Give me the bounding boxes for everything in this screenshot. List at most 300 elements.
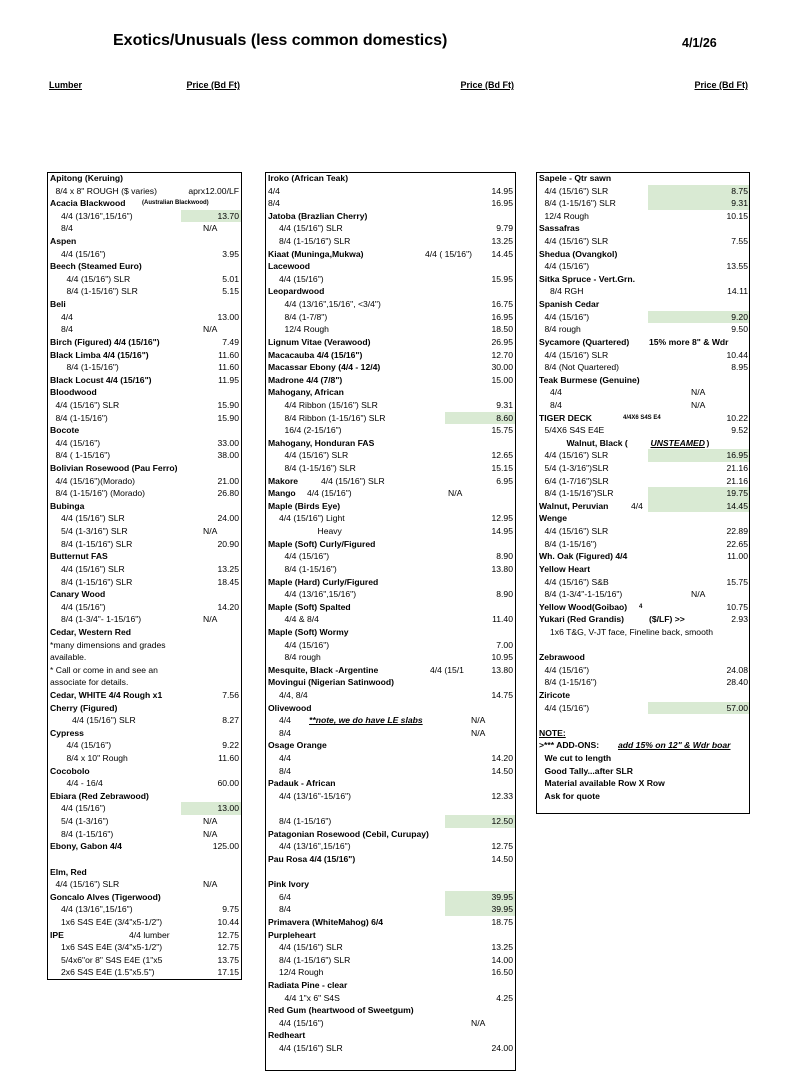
price-row <box>47 613 242 626</box>
item-label: 4/4 (15/16") Light <box>279 513 345 524</box>
item-label: 8/4 (1-15/16")SLR <box>544 488 614 499</box>
item-label: 12/4 Rough <box>544 210 589 221</box>
header-lumber-label: Lumber <box>49 80 83 90</box>
price-value: 21.16 <box>726 463 748 474</box>
price-value: 16.95 <box>491 198 513 209</box>
price-row <box>265 399 516 412</box>
price-value: 9.31 <box>731 198 748 209</box>
price-value: 8.90 <box>496 589 513 600</box>
price-row <box>536 475 750 488</box>
item-label: Redheart <box>268 1030 306 1041</box>
species-row <box>536 222 750 235</box>
price-row <box>265 866 516 879</box>
item-label: 4/4 (15/16") SLR <box>544 236 609 247</box>
item-label: Good Tally...after SLR <box>544 765 633 776</box>
price-value: 12.75 <box>491 841 513 852</box>
species-row <box>47 727 242 740</box>
item-label: 8/4 rough <box>544 324 581 335</box>
price-row <box>265 727 516 740</box>
item-label: Canary Wood <box>50 589 106 600</box>
price-value: 13.70 <box>217 210 239 221</box>
item-label: 4/4 (15/16") SLR <box>61 563 125 574</box>
species-row <box>47 386 242 399</box>
price-value: 14.20 <box>217 601 239 612</box>
price-row <box>536 235 750 248</box>
item-label: Primavera (WhiteMahog) 6/4 <box>268 916 384 927</box>
item-label: 1x6 S4S E4E (3/4"x5-1/2") <box>61 916 163 927</box>
item-detail: 4/4 (15/1 <box>430 664 464 675</box>
price-row <box>47 361 242 374</box>
price-row <box>265 449 516 462</box>
price-value: 8.90 <box>496 551 513 562</box>
item-label: 8/4 <box>279 904 291 915</box>
price-value: N/A <box>203 828 218 839</box>
item-label: Elm, Red <box>50 866 87 877</box>
header-price-label: Price (Bd Ft) <box>186 80 240 90</box>
species-row <box>47 172 242 185</box>
price-value: 10.44 <box>726 349 748 360</box>
price-value: 8.95 <box>731 362 748 373</box>
price-row <box>265 802 516 815</box>
species-row <box>265 828 516 841</box>
item-label: TIGER DECK <box>539 412 592 423</box>
item-label: 1x6 S4S E4E (3/4"x5-1/2") <box>61 942 163 953</box>
item-label: 5/4 (1-3/16")SLR <box>544 463 609 474</box>
item-label: Pau Rosa 4/4 (15/16") <box>268 853 356 864</box>
price-row <box>536 462 750 475</box>
price-row <box>265 613 516 626</box>
price-value: 14.45 <box>491 248 513 259</box>
price-row <box>536 185 750 198</box>
price-value: 12.75 <box>217 929 239 940</box>
species-row <box>536 273 750 286</box>
price-value: 15.95 <box>491 273 513 284</box>
species-row <box>47 626 242 639</box>
price-value: 14.95 <box>491 526 513 537</box>
item-label: 4/4, 8/4 <box>279 689 308 700</box>
price-value: 22.65 <box>726 538 748 549</box>
price-value: N/A <box>691 589 706 600</box>
price-value: 14.50 <box>491 853 513 864</box>
item-label: Bolivian Rosewood (Pau Ferro) <box>50 463 178 474</box>
item-label: 8/4 x 8" ROUGH ($ varies) <box>55 185 157 196</box>
item-label: 8/4 x 10" Rough <box>66 753 128 764</box>
item-label: Cherry (Figured) <box>50 702 118 713</box>
paren-close: ) <box>706 437 710 448</box>
price-value: N/A <box>471 715 486 726</box>
item-label: 4/4 (15/16") <box>55 437 101 448</box>
item-label: 8/4 (1-15/16") SLR <box>544 198 616 209</box>
item-label: 4/4 <box>279 753 291 764</box>
item-label: Bloodwood <box>50 387 97 398</box>
item-label: Purpleheart <box>268 929 316 940</box>
price-value: 7.00 <box>496 639 513 650</box>
price-value: 11.40 <box>492 614 513 625</box>
species-row <box>536 512 750 525</box>
price-value: 7.55 <box>731 236 748 247</box>
item-label: 4/4 (13/16",15/16") <box>284 589 357 600</box>
price-value: N/A <box>471 727 486 738</box>
price-row <box>47 285 242 298</box>
item-label: 4/4 (15/16") SLR <box>279 1043 343 1054</box>
price-row <box>265 311 516 324</box>
item-label: Bubinga <box>50 500 85 511</box>
price-value: 14.75 <box>491 689 513 700</box>
item-label: Lignum Vitae (Verawood) <box>268 336 371 347</box>
price-row <box>47 248 242 261</box>
item-label: Osage Orange <box>268 740 327 751</box>
item-label: Padauk - African <box>268 778 336 789</box>
item-label: 4/4 <box>268 185 280 196</box>
item-detail: 15% more 8" & Wdr <box>649 336 729 347</box>
price-value: 57.00 <box>726 702 748 713</box>
price-row <box>47 878 242 891</box>
price-row <box>47 311 242 324</box>
price-column-3 <box>536 80 750 801</box>
species-row <box>265 676 516 689</box>
price-value: N/A <box>203 324 218 335</box>
item-label: 4/4 (15/16") <box>284 551 330 562</box>
item-label: 4/4 (13/16",15/16") <box>61 210 133 221</box>
price-row <box>47 651 242 664</box>
price-value: 22.89 <box>726 526 748 537</box>
price-row <box>265 1042 516 1055</box>
price-value: 38.00 <box>217 450 239 461</box>
column-header <box>536 80 750 92</box>
species-row <box>265 1029 516 1042</box>
species-row <box>536 437 750 450</box>
price-row <box>265 941 516 954</box>
item-label: Walnut, Peruvian <box>539 500 609 511</box>
price-value: 5.01 <box>222 273 239 284</box>
price-row <box>536 424 750 437</box>
price-value: 7.49 <box>222 336 239 347</box>
item-label: >*** ADD-ONS: <box>539 740 600 751</box>
item-label: Wenge <box>539 513 568 524</box>
price-row <box>265 197 516 210</box>
item-label: 8/4 (Not Quartered) <box>544 362 620 373</box>
species-row <box>536 374 750 387</box>
price-value: N/A <box>203 879 218 890</box>
price-value: 13.80 <box>491 563 513 574</box>
price-value: 2.93 <box>731 614 748 625</box>
item-sublabel: (Australian Blackwood) <box>142 200 209 207</box>
price-value: 13.25 <box>491 942 513 953</box>
item-label: Ziricote <box>539 689 571 700</box>
item-label: * Call or come in and see an <box>50 664 158 675</box>
price-row <box>265 222 516 235</box>
price-row <box>47 563 242 576</box>
item-label: 8/4 <box>268 198 280 209</box>
item-label: 4/4 (15/16") <box>61 601 106 612</box>
price-row <box>265 588 516 601</box>
price-row <box>47 828 242 841</box>
item-label: Mesquite, Black -Argentine <box>268 664 379 675</box>
item-label: 4/4 (15/16") SLR <box>544 450 609 461</box>
price-row <box>47 512 242 525</box>
price-value: 11.00 <box>727 551 748 562</box>
price-value: 10.95 <box>491 652 513 663</box>
price-row <box>265 651 516 664</box>
price-value: 16.95 <box>726 450 748 461</box>
price-row <box>265 815 516 828</box>
item-label: Material available Row X Row <box>544 778 665 789</box>
item-label: 8/4 (1-15/16") SLR <box>66 286 138 297</box>
price-value: N/A <box>691 387 706 398</box>
price-row <box>47 538 242 551</box>
item-label: Aspen <box>50 236 77 247</box>
item-detail: 4/4 lumber <box>129 929 170 940</box>
item-label: 4/4 <box>61 311 73 322</box>
item-label: Sassafras <box>539 223 580 234</box>
price-value: 11.60 <box>218 349 239 360</box>
item-label: 4/4 (13/16"-15/16") <box>279 790 352 801</box>
species-row <box>536 739 750 752</box>
item-label: 4/4 - 16/4 <box>66 778 103 789</box>
price-value: 5.15 <box>222 286 239 297</box>
price-value: 15.90 <box>217 412 239 423</box>
column-header <box>47 80 242 92</box>
item-label: 4/4 (15/16") SLR <box>284 450 349 461</box>
item-label: 4/4 (15/16") <box>61 803 106 814</box>
price-value: 30.00 <box>491 362 513 373</box>
item-label: 8/4 (1-15/16") SLR <box>279 954 351 965</box>
item-label: associate for details. <box>50 677 129 688</box>
species-row <box>47 866 242 879</box>
price-row <box>265 273 516 286</box>
item-label: Goncalo Alves (Tigerwood) <box>50 891 161 902</box>
item-detail: 4/4 <box>631 500 643 511</box>
item-label: 4/4 (15/16") SLR <box>55 399 120 410</box>
item-label: Yukari (Red Grandis) <box>539 614 625 625</box>
item-label: 4/4 <box>279 715 291 726</box>
species-row <box>265 475 516 488</box>
price-row <box>47 714 242 727</box>
price-value: N/A <box>203 614 218 625</box>
page-date: 4/1/26 <box>682 36 717 50</box>
price-row <box>265 1017 516 1030</box>
item-label: 8/4 (1-15/16") <box>279 816 332 827</box>
price-row <box>265 689 516 702</box>
price-row <box>536 538 750 551</box>
price-row <box>536 714 750 727</box>
price-column-1 <box>47 80 242 978</box>
species-row <box>265 374 516 387</box>
price-value: 15.75 <box>726 576 748 587</box>
species-row <box>536 500 750 513</box>
item-label: Jatoba (Brazlian Cherry) <box>268 210 368 221</box>
price-value: N/A <box>203 223 218 234</box>
item-label: Sycamore (Quartered) <box>539 336 630 347</box>
price-value: 12.50 <box>491 816 513 827</box>
price-value: 16.75 <box>491 299 513 310</box>
item-label: 4/4 & 8/4 <box>284 614 319 625</box>
species-row <box>47 765 242 778</box>
price-row <box>47 185 242 198</box>
price-value: 14.11 <box>727 286 748 297</box>
item-label: Lacewood <box>268 261 311 272</box>
species-row <box>47 689 242 702</box>
price-value: 17.15 <box>217 967 239 978</box>
item-label: 1x6 T&G, V-JT face, Fineline back, smooth <box>550 626 714 637</box>
price-row <box>47 487 242 500</box>
species-row <box>47 588 242 601</box>
price-row <box>47 954 242 967</box>
item-label: 8/4 <box>279 765 291 776</box>
price-row <box>265 424 516 437</box>
item-label: 4/4 (15/16") <box>61 248 106 259</box>
species-row <box>536 412 750 425</box>
price-row <box>536 588 750 601</box>
species-row <box>536 248 750 261</box>
species-row <box>265 285 516 298</box>
price-row <box>536 626 750 639</box>
item-label: Sapele - Qtr sawn <box>539 173 612 183</box>
price-value: N/A <box>203 526 218 537</box>
item-label: Cedar, WHITE 4/4 Rough x1 <box>50 689 163 700</box>
price-row <box>47 777 242 790</box>
item-label: 8/4 Ribbon (1-15/16") SLR <box>284 412 386 423</box>
item-label: 4/4 (15/16") SLR <box>544 526 609 537</box>
species-row <box>536 563 750 576</box>
item-detail: 4/4 (15/16") SLR <box>321 475 385 486</box>
item-label: 4/4 (15/16") S&B <box>544 576 609 587</box>
price-value: 28.40 <box>726 677 748 688</box>
item-label: 8/4 RGH <box>550 286 584 297</box>
item-label: Shedua (Ovangkol) <box>539 248 618 259</box>
price-value: 26.95 <box>491 336 513 347</box>
item-label: 4/4 (15/16") SLR <box>544 185 609 196</box>
price-value: 12.95 <box>491 513 513 524</box>
price-value: 10.44 <box>217 916 239 927</box>
price-value: 11.60 <box>218 362 239 373</box>
item-label: 4/4 (15/16") SLR <box>66 273 131 284</box>
item-detail: ($/LF) >> <box>649 614 685 625</box>
price-row <box>265 790 516 803</box>
price-row <box>47 601 242 614</box>
price-value: 11.95 <box>218 374 239 385</box>
price-row <box>265 765 516 778</box>
price-value: 18.45 <box>217 576 239 587</box>
price-value: 12.65 <box>491 450 513 461</box>
price-value: 33.00 <box>217 437 239 448</box>
item-label: Macacauba 4/4 (15/16") <box>268 349 363 360</box>
price-value: 18.75 <box>491 916 513 927</box>
item-label: 6/4 <box>279 891 291 902</box>
price-row <box>47 576 242 589</box>
page-title: Exotics/Unusuals (less common domestics) <box>113 32 448 49</box>
price-row <box>536 311 750 324</box>
item-label: Maple (Soft) Wormy <box>268 626 349 637</box>
species-row <box>265 248 516 261</box>
species-row <box>265 538 516 551</box>
header-price-label: Price (Bd Ft) <box>460 80 514 90</box>
price-value: N/A <box>203 816 218 827</box>
price-value: N/A <box>471 1017 486 1028</box>
species-row <box>536 336 750 349</box>
item-label: Birch (Figured) 4/4 (15/16") <box>50 336 160 347</box>
price-row <box>47 815 242 828</box>
price-row <box>265 752 516 765</box>
item-label: Walnut, Black ( <box>566 437 628 448</box>
price-value: 10.15 <box>726 210 748 221</box>
price-value: 19.75 <box>726 488 748 499</box>
item-label: 8/4 (1-7/8") <box>284 311 328 322</box>
price-value: 14.20 <box>491 753 513 764</box>
species-row <box>47 702 242 715</box>
item-label: Heavy <box>317 526 342 537</box>
price-value: N/A <box>691 399 706 410</box>
price-value: 12.75 <box>217 942 239 953</box>
item-label: 8/4 ( 1-15/16") <box>55 450 111 461</box>
item-label: Radiata Pine - clear <box>268 980 348 990</box>
species-row <box>536 601 750 614</box>
item-label: Maple (Hard) Curly/Figured <box>268 576 379 587</box>
species-row <box>47 235 242 248</box>
price-value: 8.75 <box>731 185 748 196</box>
item-label: 8/4 (1-15/16") (Morado) <box>55 488 146 499</box>
price-value: 9.22 <box>222 740 239 751</box>
item-label: 4/4 (15/16") SLR <box>279 223 343 234</box>
item-label: Iroko (African Teak) <box>268 173 349 183</box>
price-row <box>265 462 516 475</box>
price-row <box>47 739 242 752</box>
species-row <box>47 374 242 387</box>
item-sublabel: 4 <box>639 603 643 610</box>
species-row <box>536 613 750 626</box>
item-label: Ebony, Gabon 4/4 <box>50 841 122 852</box>
price-row <box>47 916 242 929</box>
item-label: Wh. Oak (Figured) 4/4 <box>539 551 628 562</box>
price-row <box>47 853 242 866</box>
item-label: 8/4 (1-15/16") <box>55 412 108 423</box>
item-label: Olivewood <box>268 702 312 713</box>
item-label: Makore <box>268 475 299 486</box>
species-row <box>265 601 516 614</box>
item-label: Macassar Ebony (4/4 - 12/4) <box>268 362 381 373</box>
price-value: 15.00 <box>491 374 513 385</box>
price-value: 20.90 <box>217 538 239 549</box>
item-detail: 4/4 ( 15/16") <box>425 248 473 259</box>
species-row <box>265 739 516 752</box>
species-row <box>47 550 242 563</box>
price-row <box>47 449 242 462</box>
item-label: Apitong (Keruing) <box>50 173 124 183</box>
price-value: 9.31 <box>496 399 513 410</box>
species-row <box>265 361 516 374</box>
species-row <box>536 765 750 778</box>
price-row <box>265 903 516 916</box>
item-label: 8/4 (1-15/16") SLR <box>61 576 133 587</box>
price-value: 13.00 <box>217 311 239 322</box>
price-value: N/A <box>448 488 463 499</box>
item-label: 5/4X6 S4S E4E <box>544 425 605 436</box>
item-label: 5/4 (1-3/16") <box>61 816 109 827</box>
item-label: Maple (Soft) Spalted <box>268 601 351 612</box>
price-row <box>265 512 516 525</box>
price-value: aprx12.00/LF <box>188 185 239 196</box>
item-label: 4/4 <box>550 387 562 398</box>
price-row <box>265 298 516 311</box>
price-value: 14.50 <box>491 765 513 776</box>
price-row <box>47 437 242 450</box>
species-row <box>265 626 516 639</box>
price-row <box>265 639 516 652</box>
price-value: 14.45 <box>726 500 748 511</box>
price-row <box>47 664 242 677</box>
species-row <box>47 349 242 362</box>
item-label: 8/4 (1-15/16") <box>544 677 597 688</box>
